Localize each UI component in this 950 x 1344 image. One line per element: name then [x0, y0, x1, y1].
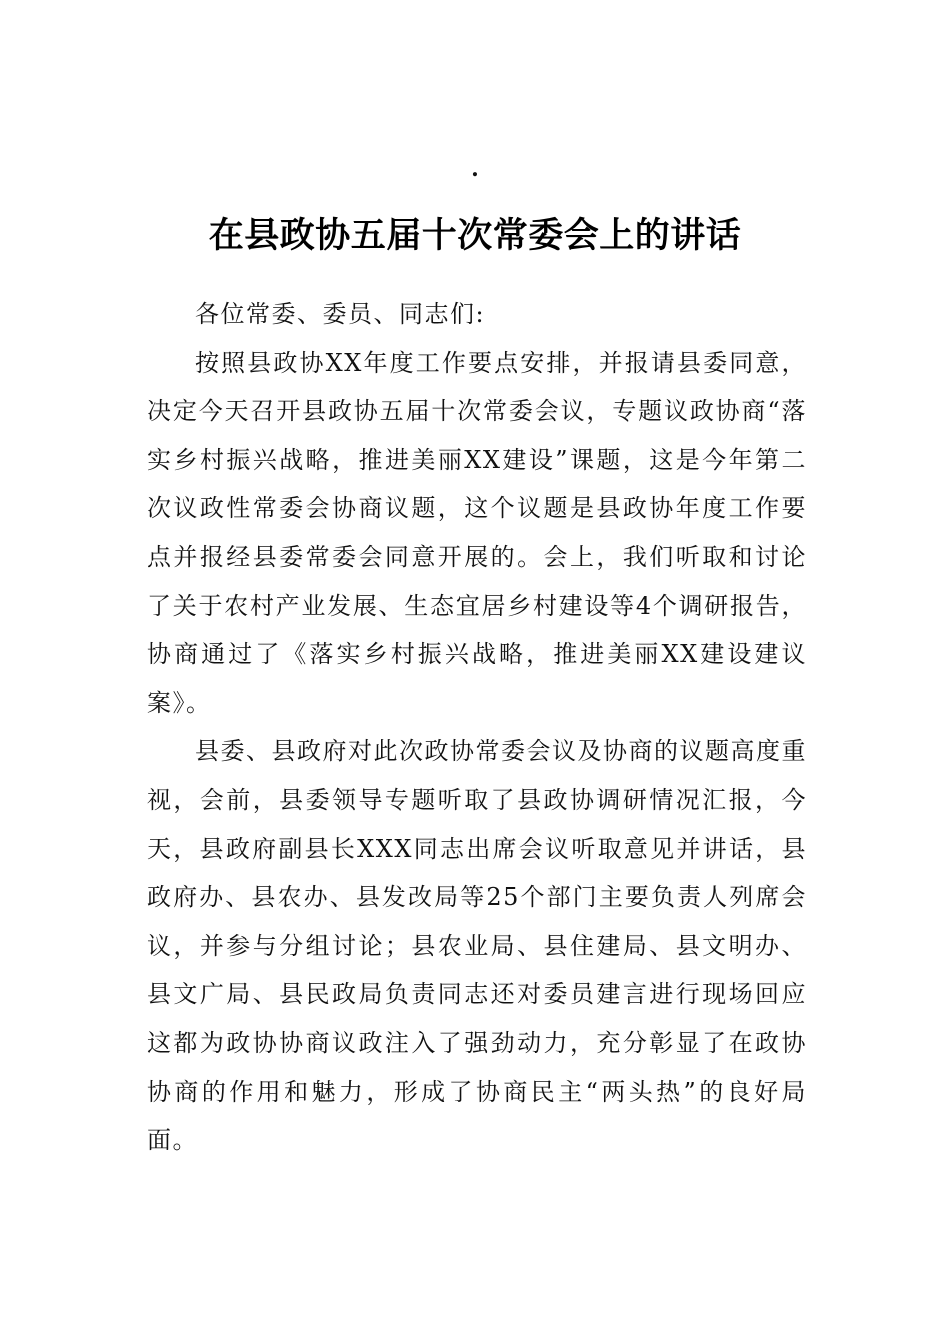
greeting: 各位常委、委员、同志们:: [195, 300, 486, 328]
document-title: 在县政协五届十次常委会上的讲话: [208, 216, 742, 256]
paragraph-1: 按照县政协XX年度工作要点安排，并报请县委同意，决定今天召开县政协五届十次常委会议，专题议政协商“落实乡村振兴战略，推进美丽XX建设”课题，这是今年第二次议政性常委会协商议题，这个议题是县政协年度工作要点并报经县委常委会同意开展的。会上，我们听取和讨论了关于农村产业发展、生态宜居乡村建设等4个调研报告，协商通过了《落实乡村振兴战略，推进美丽XX建设建议案》。: [147, 348, 807, 717]
paragraph-2: 县委、县政府对此次政协常委会议及协商的议题高度重视，会前，县委领导专题听取了县政协调研情况汇报，今天，县政府副县长XXX同志出席会议听取意见并讲话，县政府办、县农办、县发改局等25个部门主要负责人列席会议，并参与分组讨论；县农业局、县住建局、县文明办、县文广局、县民政局负责同志还对委员建言进行现场回应这都为政协协商议政注入了强劲动力，充分彰显了在政协协商的作用和魅力，形成了协商民主“两头热”的良好局面。: [147, 737, 807, 1155]
header-mark: .: [471, 156, 479, 182]
document-body: [147, 290, 807, 1165]
